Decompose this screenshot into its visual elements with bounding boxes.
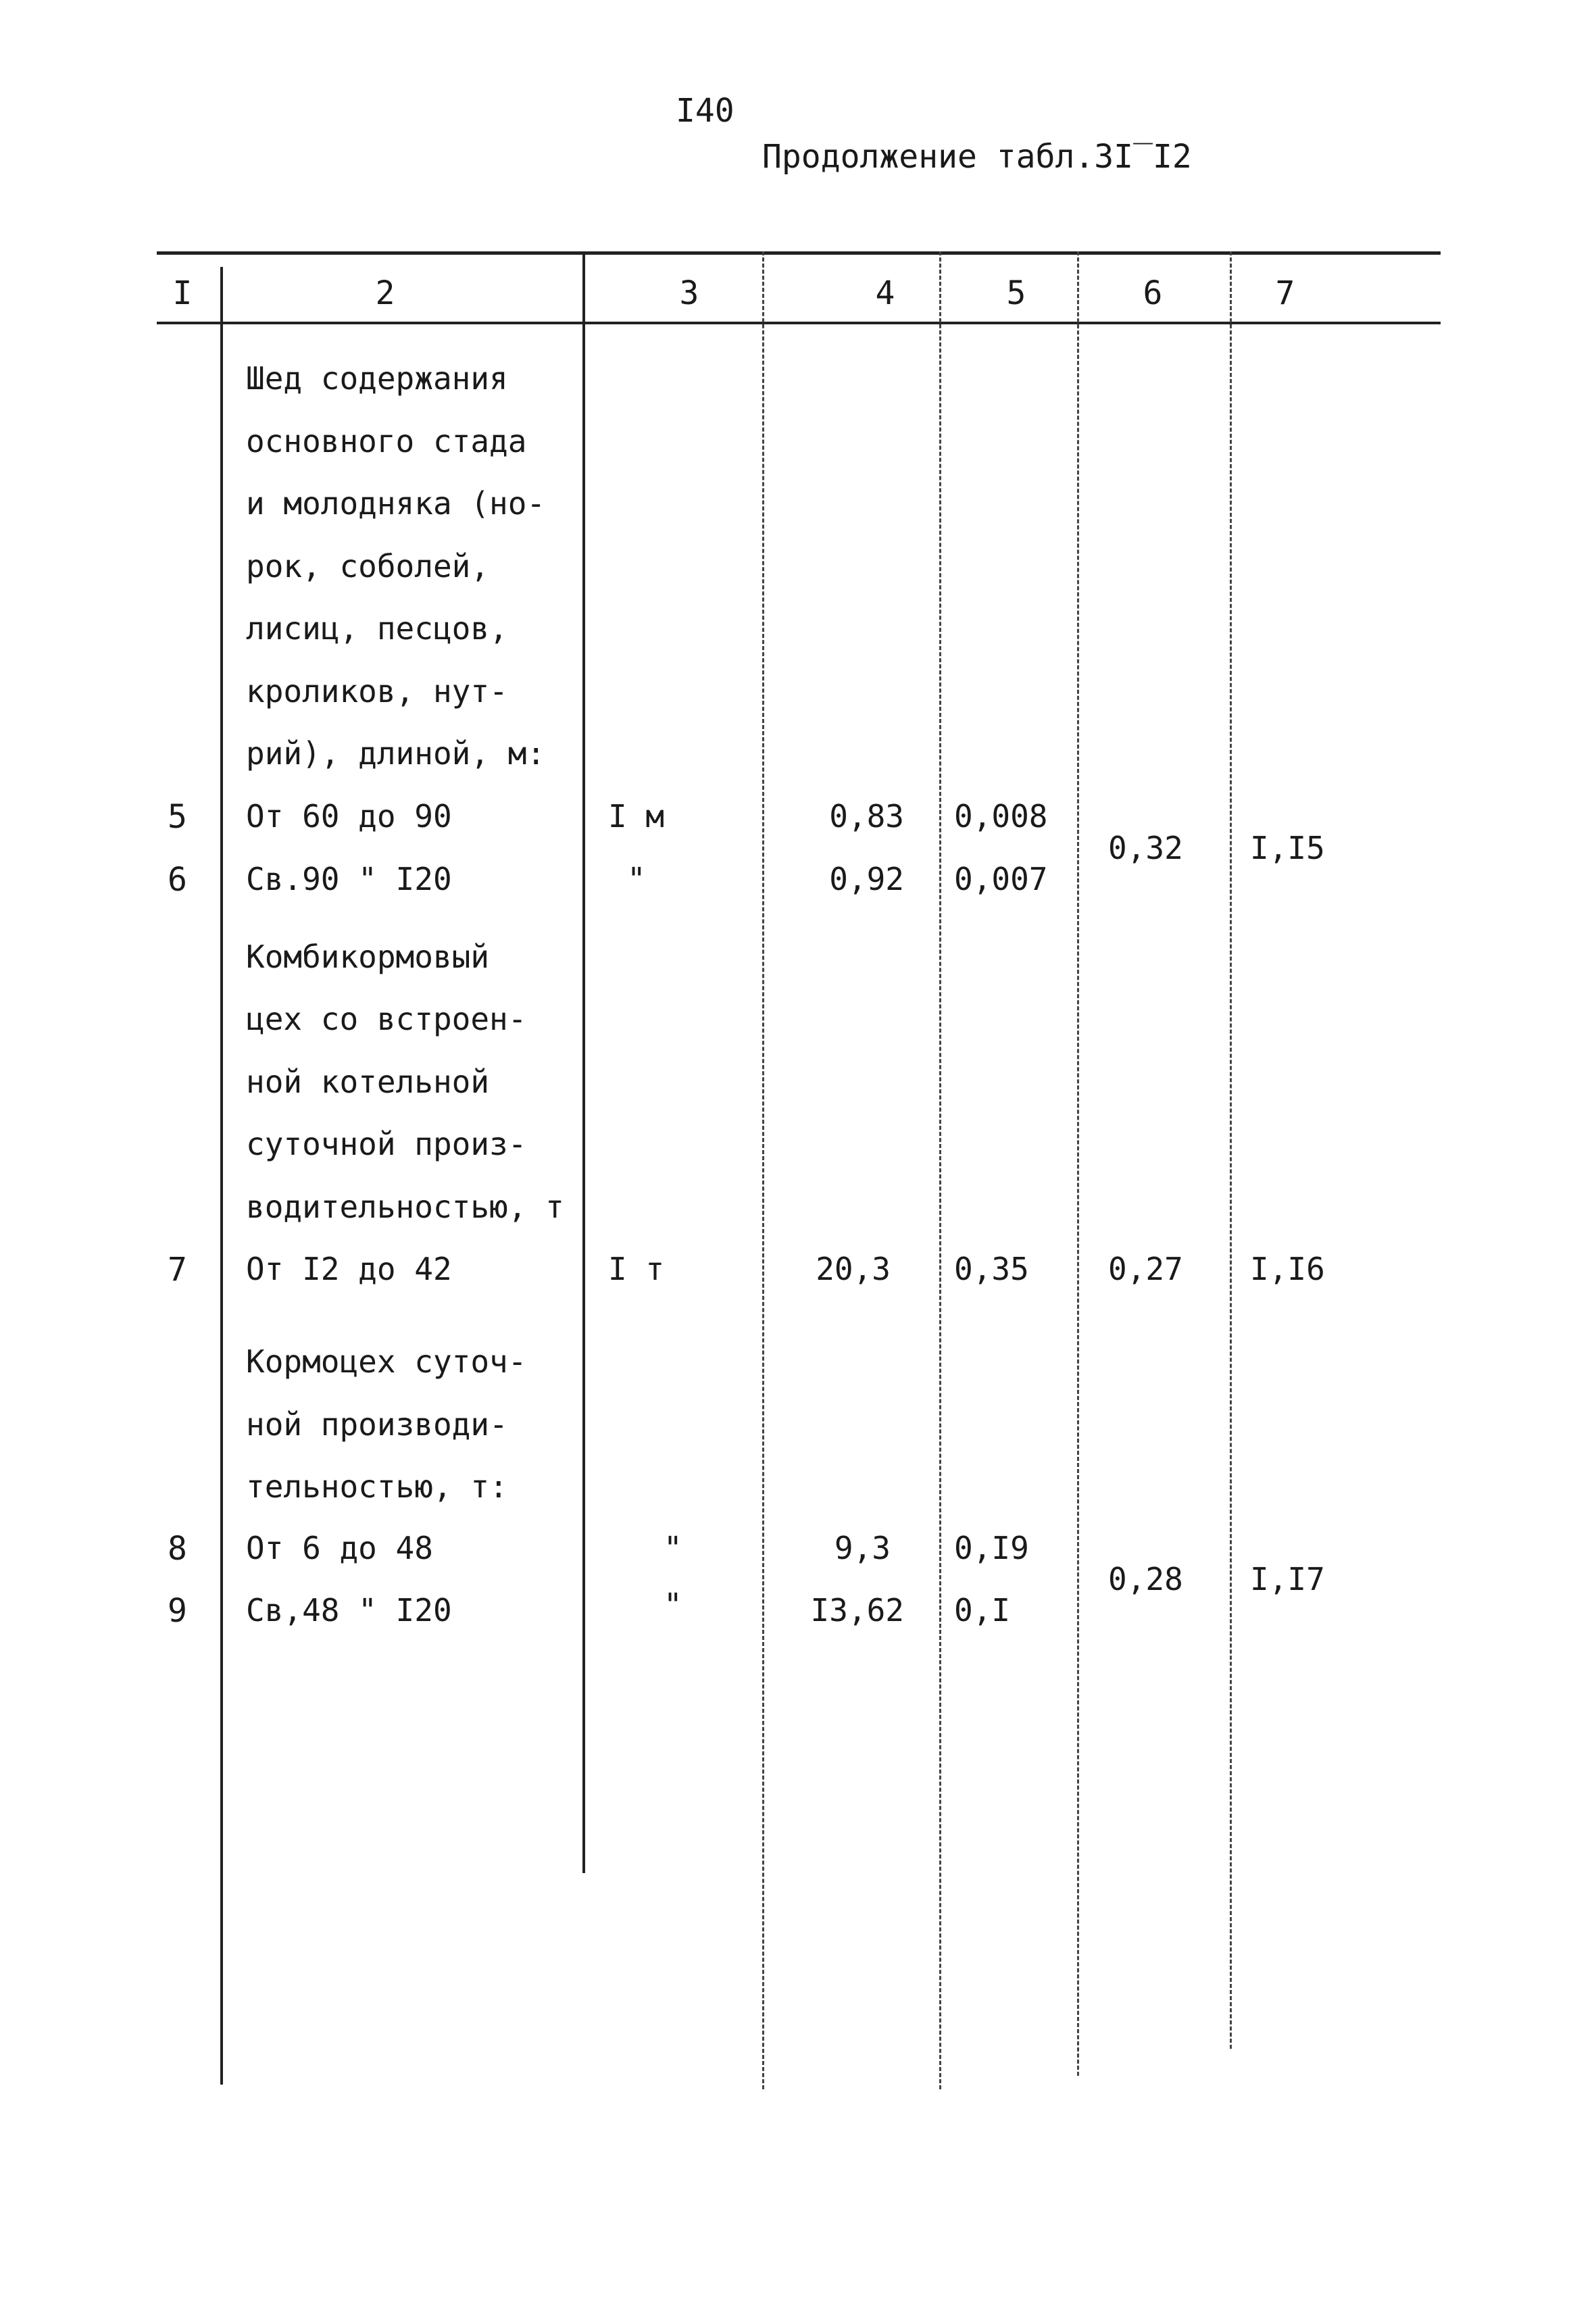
header-col-7: 7 [1275, 274, 1295, 312]
column-divider-1 [220, 267, 223, 2085]
row-unit: I т [608, 1251, 665, 1287]
row-number: 6 [168, 861, 187, 899]
row-number: 8 [168, 1530, 187, 1568]
row-col5-value: 0,35 [954, 1251, 1029, 1287]
row-unit: I м [608, 798, 665, 835]
page-number: I40 [676, 92, 734, 130]
row-col5-value: 0,I9 [954, 1530, 1029, 1566]
row-col6-value: 0,32 [1108, 830, 1183, 866]
row-name: От 6 до 48 [246, 1530, 433, 1566]
item-heading-line: Комбикормовый [246, 939, 490, 975]
item-heading-line: кроликов, нут- [246, 673, 508, 710]
header-col-5: 5 [1006, 274, 1026, 312]
row-col5-value: 0,008 [954, 798, 1048, 835]
column-divider-3 [762, 251, 764, 2089]
header-col-1: I [172, 274, 193, 312]
item-heading-line: цех со встроен- [246, 1001, 527, 1037]
row-col7-value: I,I6 [1250, 1251, 1325, 1287]
header-col-3: 3 [679, 274, 699, 312]
row-number: 7 [168, 1251, 187, 1289]
item-heading-line: и молодняка (но- [246, 485, 546, 522]
row-name: Св,48 " I20 [246, 1592, 452, 1628]
column-divider-4 [939, 251, 941, 2089]
row-col6-value: 0,28 [1108, 1561, 1183, 1597]
item-heading-line: лисиц, песцов, [246, 610, 508, 647]
row-unit: " [664, 1587, 682, 1623]
column-divider-6 [1230, 251, 1232, 2049]
column-divider-5 [1077, 251, 1079, 2076]
item-heading-line: Шед содержания [246, 360, 508, 397]
item-heading-line: тельностью, т: [246, 1468, 508, 1505]
item-heading-line: рий), длиной, м: [246, 735, 546, 772]
row-col7-value: I,I7 [1250, 1561, 1325, 1597]
row-name: От I2 до 42 [246, 1251, 452, 1287]
row-col6-value: 0,27 [1108, 1251, 1183, 1287]
item-heading-line: ной производи- [246, 1406, 508, 1443]
item-heading-line: ной котельной [246, 1064, 490, 1100]
table-top-rule [157, 251, 1441, 255]
row-col4-value: 20,3 [816, 1251, 891, 1287]
row-col5-value: 0,007 [954, 861, 1048, 897]
row-col4-value: 0,92 [829, 861, 904, 897]
item-heading-line: рок, соболей, [246, 548, 490, 584]
row-unit: " [664, 1530, 682, 1566]
row-col7-value: I,I5 [1250, 830, 1325, 866]
header-col-6: 6 [1143, 274, 1163, 312]
column-divider-2 [582, 251, 585, 1873]
row-col5-value: 0,I [954, 1592, 1011, 1628]
table-continuation-title: Продолжение табл.3I‾I2 [762, 138, 1192, 176]
header-col-4: 4 [875, 274, 895, 312]
item-heading-line: Кормоцех суточ- [246, 1343, 527, 1380]
row-number: 5 [168, 798, 187, 836]
row-name: Св.90 " I20 [246, 861, 452, 897]
item-heading-line: основного стада [246, 423, 527, 459]
row-col4-value: 0,83 [829, 798, 904, 835]
row-unit: " [627, 861, 646, 897]
row-col4-value: I3,62 [810, 1592, 904, 1628]
header-col-2: 2 [375, 274, 395, 312]
row-name: От 60 до 90 [246, 798, 452, 835]
item-heading-line: суточной произ- [246, 1126, 527, 1162]
row-number: 9 [168, 1592, 187, 1630]
header-bottom-rule [157, 322, 1441, 324]
row-col4-value: 9,3 [834, 1530, 891, 1566]
item-heading-line: водительностью, т [246, 1189, 564, 1225]
